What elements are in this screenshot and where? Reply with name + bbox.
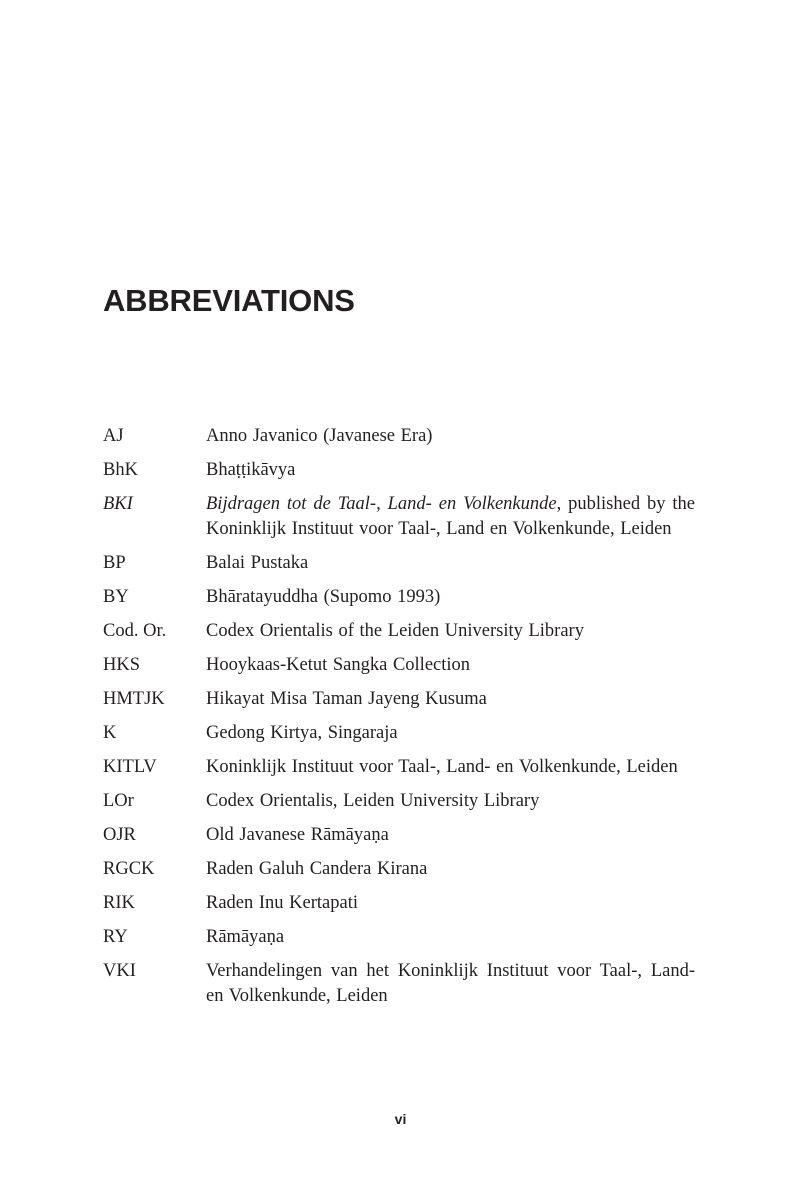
abbreviation-definition: Raden Galuh Candera Kirana (206, 859, 428, 879)
abbreviation-entry-ry (103, 925, 695, 950)
abbreviation-definition: Hikayat Misa Taman Jayeng Kusuma (206, 689, 487, 709)
abbreviation-definition: Rāmāyaṇa (206, 927, 285, 947)
abbreviation-entry-rgck (103, 857, 695, 882)
abbreviation-definition: Raden Inu Kertapati (206, 893, 358, 913)
abbreviation-entry-hmtjk (103, 687, 695, 712)
abbreviation-definition (206, 492, 695, 542)
abbreviation-entry-bki (103, 492, 695, 542)
abbreviation-term: BP (103, 553, 126, 573)
abbreviation-term: BhK (103, 460, 138, 480)
abbreviation-entry-k (103, 721, 695, 746)
abbreviation-definition: Bhaṭṭikāvya (206, 460, 296, 480)
abbreviation-definition: Codex Orientalis of the Leiden University Library (206, 621, 584, 641)
abbreviation-term: RGCK (103, 859, 155, 879)
abbreviation-definition: Koninklijk Instituut voor Taal-, Land- en Volkenkunde, Leiden (206, 757, 678, 777)
abbreviation-entry-bp (103, 551, 695, 576)
abbreviation-entry-vki (103, 959, 695, 1009)
abbreviation-definition-rest: , published by the Koninklijk Instituut voor Taal-, Land en Volkenkunde, Leiden (206, 494, 695, 539)
abbreviation-term: Cod. Or. (103, 621, 167, 641)
abbreviation-entry-bhk (103, 458, 695, 483)
abbreviation-entry-cod-or (103, 619, 695, 644)
abbreviations-list (103, 424, 695, 1018)
abbreviation-term: VKI (103, 961, 136, 981)
abbreviation-entry-by (103, 585, 695, 610)
abbreviation-term: HKS (103, 655, 141, 675)
abbreviation-term: RY (103, 927, 128, 947)
abbreviation-term: K (103, 723, 117, 743)
abbreviation-definition: Balai Pustaka (206, 553, 309, 573)
abbreviation-term: HMTJK (103, 689, 165, 709)
abbreviation-definition: Hooykaas-Ketut Sangka Collection (206, 655, 471, 675)
abbreviation-entry-hks (103, 653, 695, 678)
abbreviation-term: KITLV (103, 757, 157, 777)
abbreviation-term: BY (103, 587, 129, 607)
abbreviation-term: BKI (103, 494, 133, 514)
abbreviation-entry-lor (103, 789, 695, 814)
abbreviation-definition: Gedong Kirtya, Singaraja (206, 723, 398, 743)
abbreviation-term: AJ (103, 426, 124, 446)
abbreviation-term: RIK (103, 893, 135, 913)
abbreviation-entry-aj (103, 424, 695, 449)
abbreviation-definition: Anno Javanico (Javanese Era) (206, 426, 433, 446)
abbreviation-definition: Bhāratayuddha (Supomo 1993) (206, 587, 441, 607)
abbreviation-definition: Codex Orientalis, Leiden University Library (206, 791, 540, 811)
abbreviation-entry-rik (103, 891, 695, 916)
abbreviation-definition: Verhandelingen van het Koninklijk Instituut voor Taal-, Land- en Volkenkunde, Leiden (206, 961, 695, 1006)
abbreviation-term: LOr (103, 791, 134, 811)
journal-title: Bijdragen tot de Taal-, Land- en Volkenkunde (206, 494, 557, 514)
abbreviation-entry-kitlv (103, 755, 695, 780)
abbreviation-definition: Old Javanese Rāmāyaṇa (206, 825, 389, 845)
page-title: ABBREVIATIONS (103, 283, 355, 318)
abbreviation-term: OJR (103, 825, 136, 845)
abbreviation-entry-ojr (103, 823, 695, 848)
page-number: vi (394, 1111, 407, 1127)
